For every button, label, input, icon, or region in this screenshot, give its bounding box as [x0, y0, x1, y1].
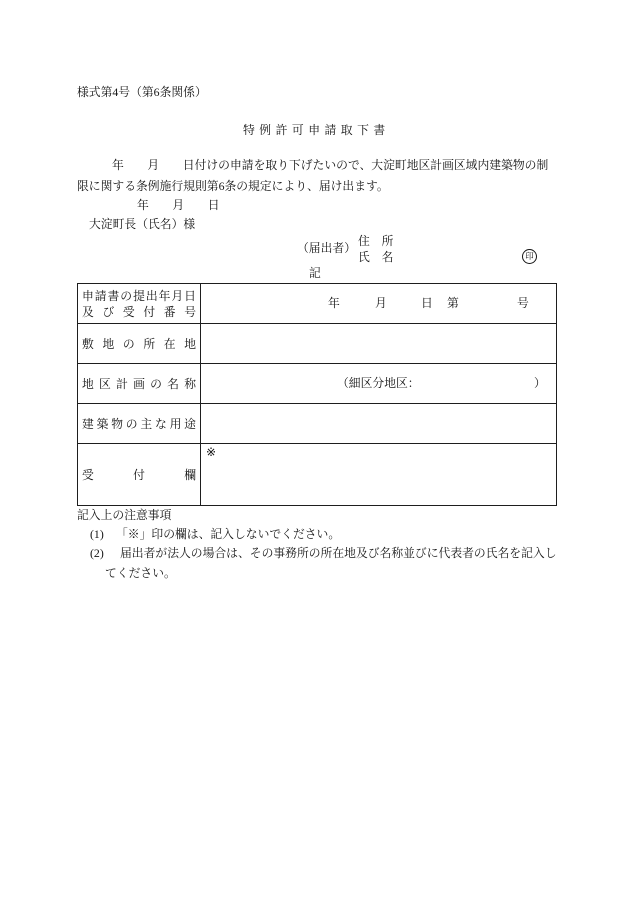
number-prefix-label: 第 [447, 296, 459, 310]
site-location-label: 敷 地 の 所 在 地 [82, 336, 196, 351]
month-label: 月 [375, 296, 387, 310]
intro-text-line-2: 限に関する条例施行規則第6条の規定により、届け出ます。 [77, 179, 389, 193]
application-table [77, 283, 557, 506]
reception-value-cell [201, 444, 557, 506]
receipt-number-label: 及 び 受 付 番 号 [82, 304, 196, 319]
seal-icon: 印 [522, 249, 537, 264]
subdistrict-label: （細区分地区： [337, 376, 420, 390]
note-2-number: (2) [90, 546, 104, 560]
application-date-value-cell [201, 284, 557, 324]
number-suffix-label: 号 [517, 296, 529, 310]
district-plan-label-cell [78, 364, 201, 404]
applicant-name-label: 氏 名 [358, 250, 394, 264]
note-2-text: 届出者が法人の場合は、その事務所の所在地及び名称並びに代表者の氏名を記入し [120, 546, 557, 560]
record-heading: 記 [309, 266, 321, 280]
building-use-label-cell [78, 404, 201, 444]
intro-text-line-1: 年 月 日付けの申請を取り下げたいので、大淀町地区計画区域内建築物の制 [112, 158, 549, 172]
notes-heading: 記入上の注意事項 [77, 508, 172, 522]
form-number: 様式第4号（第6条関係） [77, 85, 207, 99]
site-location-value-cell [201, 324, 557, 364]
building-use-label: 建 築 物 の 主 な 用 途 [82, 416, 196, 431]
subdistrict-close-paren: ） [534, 376, 546, 390]
note-1-text: 「※」印の欄は、記入しないでください。 [116, 527, 341, 541]
applicant-label: （届出者） [297, 241, 356, 255]
day-label: 日 [421, 296, 433, 310]
submission-date: 年 月 日 [137, 198, 220, 212]
reception-label-cell [78, 444, 201, 506]
district-plan-label: 地 区 計 画 の 名 称 [82, 376, 196, 391]
application-date-label: 申 請 書 の 提 出 年 月 日 [82, 288, 196, 303]
applicant-address-label: 住 所 [358, 234, 394, 248]
addressee: 大淀町長（氏名）様 [89, 217, 196, 231]
district-plan-value-cell [201, 364, 557, 404]
site-location-label-cell [78, 324, 201, 364]
year-label: 年 [328, 296, 340, 310]
reception-label: 受 付 欄 [82, 467, 196, 482]
building-use-value-cell [201, 404, 557, 444]
application-date-label-cell [78, 284, 201, 324]
note-2-text-continued: てください。 [105, 566, 176, 580]
document-title: 特例許可申請取下書 [243, 123, 390, 137]
reception-mark: ※ [206, 445, 216, 459]
note-1-number: (1) [90, 527, 104, 541]
